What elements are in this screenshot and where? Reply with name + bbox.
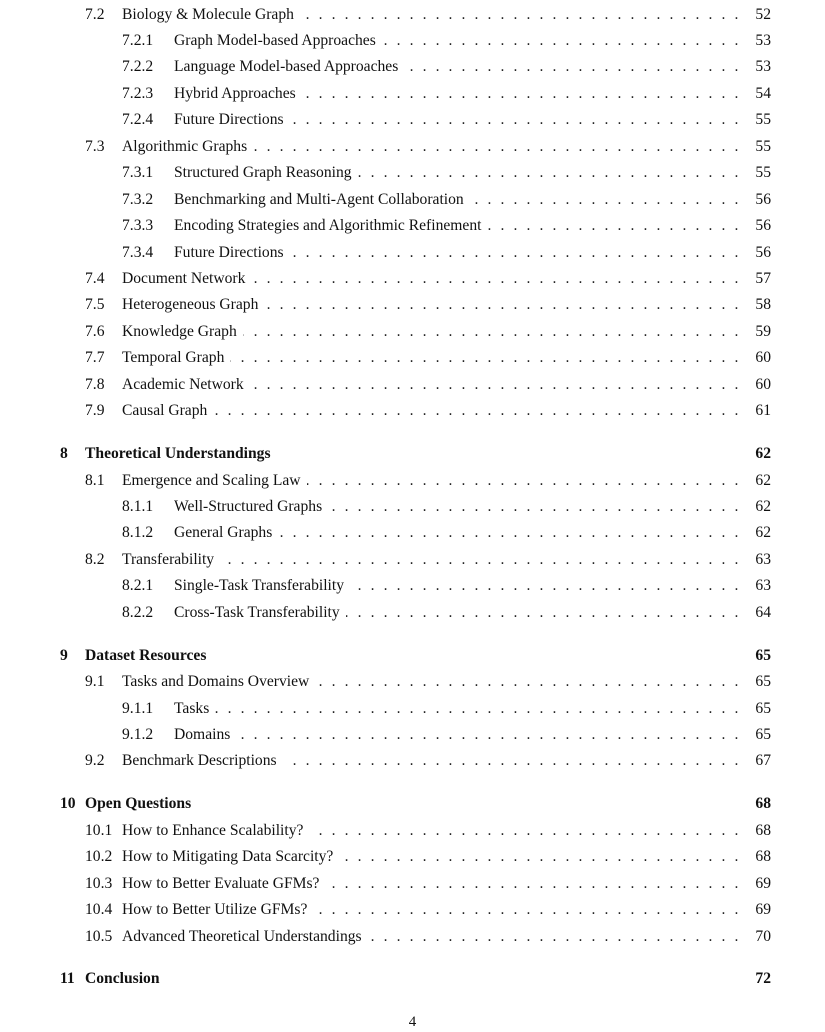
toc-subsection-row[interactable]: [0, 576, 825, 596]
toc-entry-title-text: Conclusion: [85, 970, 160, 987]
toc-section-row[interactable]: [0, 137, 825, 157]
toc-entry-page: 58: [755, 296, 771, 313]
toc-entry-title-text: Encoding Strategies and Algorithmic Refinement: [174, 217, 487, 234]
toc-entry-title[interactable]: [174, 576, 741, 596]
toc-entry-title[interactable]: [122, 672, 741, 692]
toc-entry-number: 9.1.2: [122, 726, 154, 743]
toc-entry-title[interactable]: [122, 874, 741, 894]
toc-entry-title-text: Cross-Task Transferability: [174, 604, 346, 621]
toc-section-row[interactable]: [0, 847, 825, 867]
toc-section-row[interactable]: [0, 5, 825, 25]
toc-entry-title-text: Open Questions: [85, 795, 192, 812]
toc-entry-number: 8.1.2: [122, 524, 154, 541]
toc-entry-page: 56: [755, 217, 771, 234]
toc-entry-title[interactable]: [122, 821, 741, 841]
toc-entry-page: 70: [755, 928, 771, 945]
toc-entry-number: 7.2.2: [122, 58, 154, 75]
toc-section-row[interactable]: [0, 821, 825, 841]
toc-subsection-row[interactable]: [0, 110, 825, 130]
toc-entry-title[interactable]: [122, 375, 741, 395]
toc-entry-title[interactable]: [174, 603, 741, 623]
toc-entry-page: 61: [755, 402, 771, 419]
toc-entry-title[interactable]: [122, 137, 741, 157]
toc-entry-title[interactable]: [85, 646, 741, 666]
toc-entry-title[interactable]: [122, 322, 741, 342]
toc-section-row[interactable]: [0, 348, 825, 368]
toc-entry-number: 7.4: [85, 270, 105, 287]
toc-entry-number: 11: [60, 970, 75, 987]
toc-entry-number: 7.3.2: [122, 191, 154, 208]
toc-chapter-row[interactable]: [0, 969, 825, 989]
toc-entry-title[interactable]: [122, 751, 741, 771]
toc-entry-title-text: Graph Model-based Approaches: [174, 32, 382, 49]
toc-entry-page: 54: [755, 85, 771, 102]
toc-entry-title[interactable]: [174, 110, 741, 130]
toc-entry-page: 72: [755, 970, 771, 987]
toc-entry-number: 8.1.1: [122, 498, 154, 515]
toc-entry-number: 7.3: [85, 138, 105, 155]
toc-entry-number: 7.3.3: [122, 217, 154, 234]
toc-entry-page: 68: [755, 795, 771, 812]
toc-entry-title-text: Benchmarking and Multi-Agent Collaboration: [174, 191, 470, 208]
toc-entry-title-text: Biology & Molecule Graph: [122, 6, 300, 23]
toc-section-row[interactable]: [0, 471, 825, 491]
toc-section-row[interactable]: [0, 751, 825, 771]
toc-entry-title-text: Language Model-based Approaches: [174, 58, 404, 75]
toc-entry-title-text: Tasks and Domains Overview: [122, 673, 315, 690]
toc-entry-page: 63: [755, 577, 771, 594]
toc-entry-title[interactable]: [174, 243, 741, 263]
toc-entry-title[interactable]: [122, 927, 741, 947]
toc-entry-title-text: Benchmark Descriptions: [122, 752, 283, 769]
toc-entry-number: 7.9: [85, 402, 105, 419]
toc-subsection-row[interactable]: [0, 725, 825, 745]
toc-entry-page: 69: [755, 901, 771, 918]
toc-entry-page: 53: [755, 58, 771, 75]
toc-section-row[interactable]: [0, 269, 825, 289]
toc-entry-title[interactable]: [122, 471, 741, 491]
toc-section-row[interactable]: [0, 900, 825, 920]
toc-subsection-row[interactable]: [0, 31, 825, 51]
toc-entry-page: 62: [755, 445, 771, 462]
toc-entry-number: 9.1: [85, 673, 105, 690]
toc-subsection-row[interactable]: [0, 57, 825, 77]
toc-entry-page: 62: [755, 498, 771, 515]
toc-subsection-row[interactable]: [0, 190, 825, 210]
toc-entry-title[interactable]: [174, 725, 741, 745]
toc-entry-page: 57: [755, 270, 771, 287]
toc-entry-title-text: General Graphs: [174, 524, 278, 541]
toc-entry-title-text: Algorithmic Graphs: [122, 138, 253, 155]
toc-entry-number: 10.2: [85, 848, 113, 865]
toc-entry-title-text: How to Better Evaluate GFMs?: [122, 875, 325, 892]
toc-entry-page: 62: [755, 524, 771, 541]
toc-section-row[interactable]: [0, 672, 825, 692]
toc-entry-number: 10.5: [85, 928, 113, 945]
toc-entry-number: 8.2.1: [122, 577, 154, 594]
toc-entry-page: 67: [755, 752, 771, 769]
toc-entry-number: 10: [60, 795, 76, 812]
toc-entry-title[interactable]: [122, 269, 741, 289]
toc-entry-page: 68: [755, 822, 771, 839]
toc-entry-page: 55: [755, 138, 771, 155]
toc-subsection-row[interactable]: [0, 84, 825, 104]
toc-section-row[interactable]: [0, 322, 825, 342]
toc-entry-title[interactable]: [174, 190, 741, 210]
toc-chapter-row[interactable]: [0, 444, 825, 464]
toc-entry-page: 65: [755, 700, 771, 717]
toc-entry-number: 7.2.3: [122, 85, 154, 102]
toc-entry-page: 59: [755, 323, 771, 340]
toc-entry-title-text: Knowledge Graph: [122, 323, 243, 340]
toc-section-row[interactable]: [0, 550, 825, 570]
toc-entry-title-text: Theoretical Understandings: [85, 445, 271, 462]
toc-subsection-row[interactable]: [0, 216, 825, 236]
toc-entry-number: 7.2.4: [122, 111, 154, 128]
toc-section-row[interactable]: [0, 295, 825, 315]
toc-entry-page: 68: [755, 848, 771, 865]
toc-entry-title-text: Tasks: [174, 700, 215, 717]
toc-entry-page: 65: [755, 673, 771, 690]
toc-entry-title-text: How to Better Utilize GFMs?: [122, 901, 313, 918]
toc-entry-title[interactable]: [122, 5, 741, 25]
toc-entry-page: 60: [755, 349, 771, 366]
toc-entry-number: 7.3.1: [122, 164, 154, 181]
toc-entry-title[interactable]: [122, 348, 741, 368]
toc-entry-title-text: Dataset Resources: [85, 647, 207, 664]
toc-entry-page: 52: [755, 6, 771, 23]
toc-entry-number: 8.2.2: [122, 604, 154, 621]
toc-entry-title[interactable]: [122, 900, 741, 920]
toc-entry-title-text: Academic Network: [122, 376, 250, 393]
toc-entry-title[interactable]: [174, 523, 741, 543]
toc-entry-number: 7.5: [85, 296, 105, 313]
toc-entry-number: 9: [60, 647, 68, 664]
toc-subsection-row[interactable]: [0, 523, 825, 543]
toc-entry-page: 64: [755, 604, 771, 621]
toc-entry-title-text: Future Directions: [174, 111, 290, 128]
toc-entry-title-text: How to Enhance Scalability?: [122, 822, 309, 839]
toc-entry-title-text: Temporal Graph: [122, 349, 230, 366]
toc-entry-title-text: Document Network: [122, 270, 251, 287]
toc-entry-title[interactable]: [122, 550, 741, 570]
toc-entry-title[interactable]: [122, 295, 741, 315]
toc-section-row[interactable]: [0, 874, 825, 894]
toc-entry-title[interactable]: [174, 699, 741, 719]
toc-entry-title-text: Heterogeneous Graph: [122, 296, 264, 313]
toc-entry-number: 7.8: [85, 376, 105, 393]
toc-entry-title[interactable]: [174, 216, 741, 236]
toc-entry-title-text: Well-Structured Graphs: [174, 498, 328, 515]
toc-entry-page: 69: [755, 875, 771, 892]
toc-entry-number: 8: [60, 445, 68, 462]
toc-entry-title[interactable]: [174, 497, 741, 517]
toc-entry-title[interactable]: [85, 794, 741, 814]
toc-entry-title[interactable]: [85, 969, 741, 989]
toc-entry-number: 10.4: [85, 901, 113, 918]
toc-subsection-row[interactable]: [0, 243, 825, 263]
toc-entry-page: 56: [755, 244, 771, 261]
toc-entry-page: 65: [755, 647, 771, 664]
toc-entry-number: 9.1.1: [122, 700, 154, 717]
toc-entry-page: 55: [755, 164, 771, 181]
toc-chapter-row[interactable]: [0, 794, 825, 814]
toc-entry-title[interactable]: [174, 84, 741, 104]
toc-entry-page: 63: [755, 551, 771, 568]
toc-entry-page: 62: [755, 472, 771, 489]
toc-entry-number: 8.2: [85, 551, 105, 568]
toc-entry-number: 9.2: [85, 752, 105, 769]
toc-entry-title[interactable]: [85, 444, 741, 464]
toc-entry-title[interactable]: [122, 847, 741, 867]
toc-entry-page: 65: [755, 726, 771, 743]
toc-entry-number: 10.1: [85, 822, 113, 839]
toc-entry-page: 53: [755, 32, 771, 49]
toc-entry-title-text: Advanced Theoretical Understandings: [122, 928, 368, 945]
page-number-footer: 4: [408, 1014, 417, 1030]
toc-subsection-row[interactable]: [0, 163, 825, 183]
toc-entry-title-text: How to Mitigating Data Scarcity?: [122, 848, 339, 865]
toc-entry-number: 7.3.4: [122, 244, 154, 261]
toc-entry-title-text: Structured Graph Reasoning: [174, 164, 358, 181]
toc-entry-title-text: Causal Graph: [122, 402, 213, 419]
toc-chapter-row[interactable]: [0, 646, 825, 666]
toc-entry-number: 7.6: [85, 323, 105, 340]
toc-subsection-row[interactable]: [0, 497, 825, 517]
toc-entry-number: 7.2.1: [122, 32, 154, 49]
toc-entry-title[interactable]: [174, 163, 741, 183]
toc-entry-title-text: Emergence and Scaling Law: [122, 472, 307, 489]
toc-entry-title-text: Transferability: [122, 551, 220, 568]
toc-section-row[interactable]: [0, 927, 825, 947]
toc-entry-number: 7.7: [85, 349, 105, 366]
toc-entry-title-text: Hybrid Approaches: [174, 85, 302, 102]
toc-entry-title-text: Domains: [174, 726, 236, 743]
toc-entry-number: 8.1: [85, 472, 105, 489]
toc-entry-title[interactable]: [174, 57, 741, 77]
toc-entry-number: 10.3: [85, 875, 113, 892]
toc-entry-title-text: Future Directions: [174, 244, 290, 261]
toc-subsection-row[interactable]: [0, 699, 825, 719]
toc-section-row[interactable]: [0, 401, 825, 421]
toc-entry-title[interactable]: [122, 401, 741, 421]
toc-entry-page: 60: [755, 376, 771, 393]
toc-entry-title-text: Single-Task Transferability: [174, 577, 350, 594]
toc-entry-page: 55: [755, 111, 771, 128]
toc-entry-title[interactable]: [174, 31, 741, 51]
toc-entry-number: 7.2: [85, 6, 105, 23]
toc-entry-page: 56: [755, 191, 771, 208]
toc-subsection-row[interactable]: [0, 603, 825, 623]
toc-section-row[interactable]: [0, 375, 825, 395]
